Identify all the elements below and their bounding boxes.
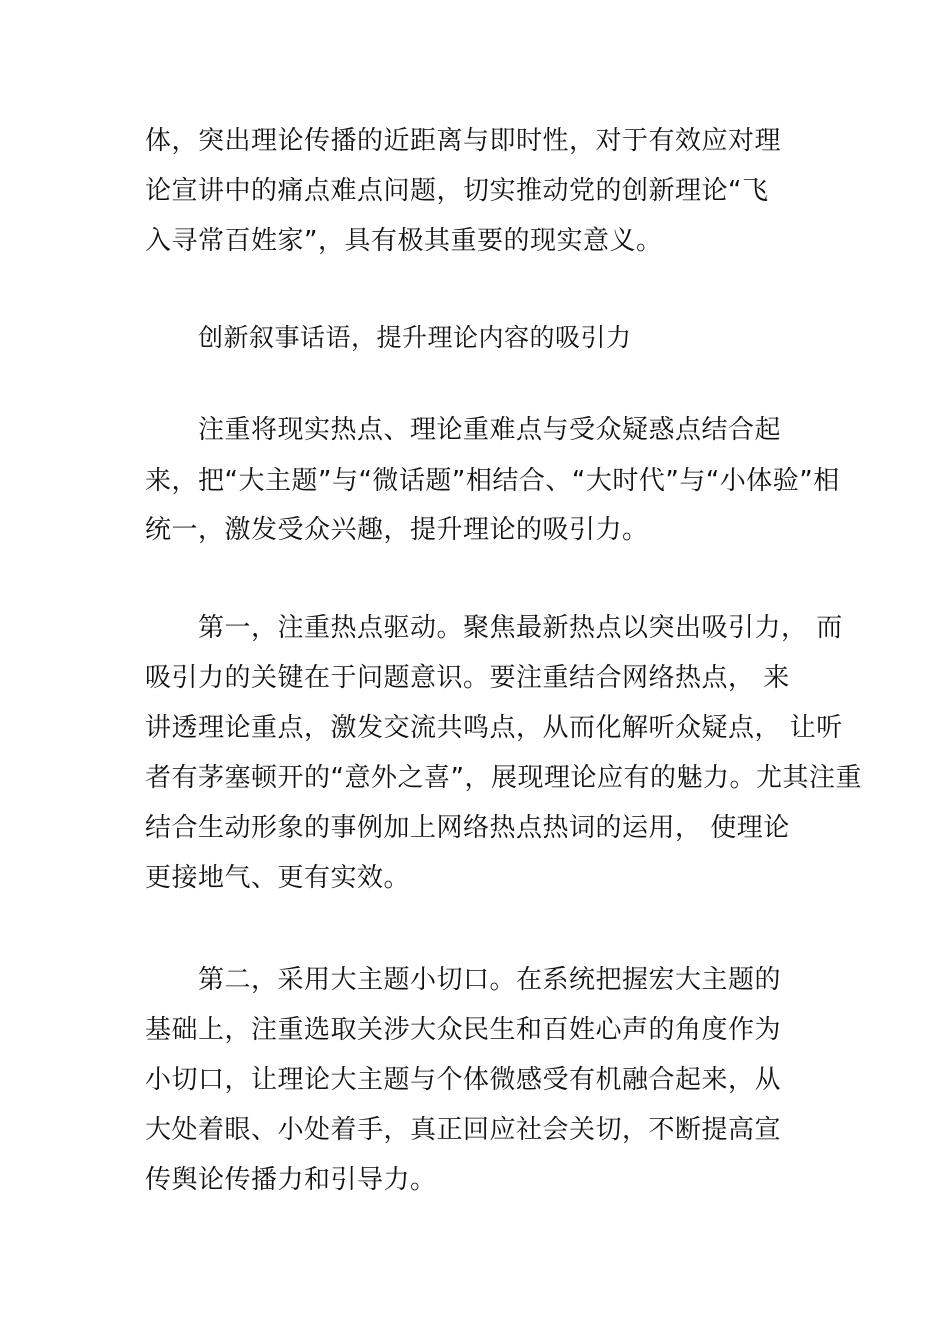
paragraph-4-line-2: 基础上，注重选取关涉大众民生和百姓心声的角度作为 bbox=[145, 1015, 782, 1045]
paragraph-4-line-3: 小切口，让理论大主题与个体微感受有机融合起来，从 bbox=[145, 1065, 782, 1095]
paragraph-2-line-2: 来，把“大主题”与“微话题”相结合、“大时代”与“小体验”相 bbox=[145, 466, 840, 496]
paragraph-4-line-5: 传舆论传播力和引导力。 bbox=[145, 1165, 437, 1195]
paragraph-1-line-1: 体，突出理论传播的近距离与即时性，对于有效应对理 bbox=[145, 126, 782, 156]
paragraph-4-line-4: 大处着眼、小处着手，真正回应社会关切，不断提高宣 bbox=[145, 1115, 782, 1145]
paragraph-3-line-6: 更接地气、更有实效。 bbox=[145, 863, 411, 893]
paragraph-2-line-3: 统一，激发受众兴趣，提升理论的吸引力。 bbox=[145, 515, 649, 545]
paragraph-3-line-1: 第一，注重热点驱动。聚焦最新热点以突出吸引力， 而 bbox=[198, 613, 843, 643]
paragraph-1-line-2: 论宣讲中的痛点难点问题，切实推动党的创新理论“飞 bbox=[145, 176, 769, 206]
paragraph-3-line-5: 结合生动形象的事例加上网络热点热词的运用， 使理论 bbox=[145, 813, 790, 843]
paragraph-2-line-1: 注重将现实热点、理论重难点与受众疑惑点结合起 bbox=[198, 415, 782, 445]
paragraph-3-line-3: 讲透理论重点，激发交流共鸣点，从而化解听众疑点， 让听 bbox=[145, 713, 843, 743]
paragraph-4-line-1: 第二，采用大主题小切口。在系统把握宏大主题的 bbox=[198, 965, 782, 995]
paragraph-3-line-4: 者有茅塞顿开的“意外之喜”，展现理论应有的魅力。尤其注重 bbox=[145, 763, 862, 793]
section-heading: 创新叙事话语，提升理论内容的吸引力 bbox=[198, 323, 632, 352]
paragraph-1-line-3: 入寻常百姓家”，具有极其重要的现实意义。 bbox=[145, 226, 663, 256]
paragraph-3-line-2: 吸引力的关键在于问题意识。要注重结合网络热点， 来 bbox=[145, 663, 790, 693]
